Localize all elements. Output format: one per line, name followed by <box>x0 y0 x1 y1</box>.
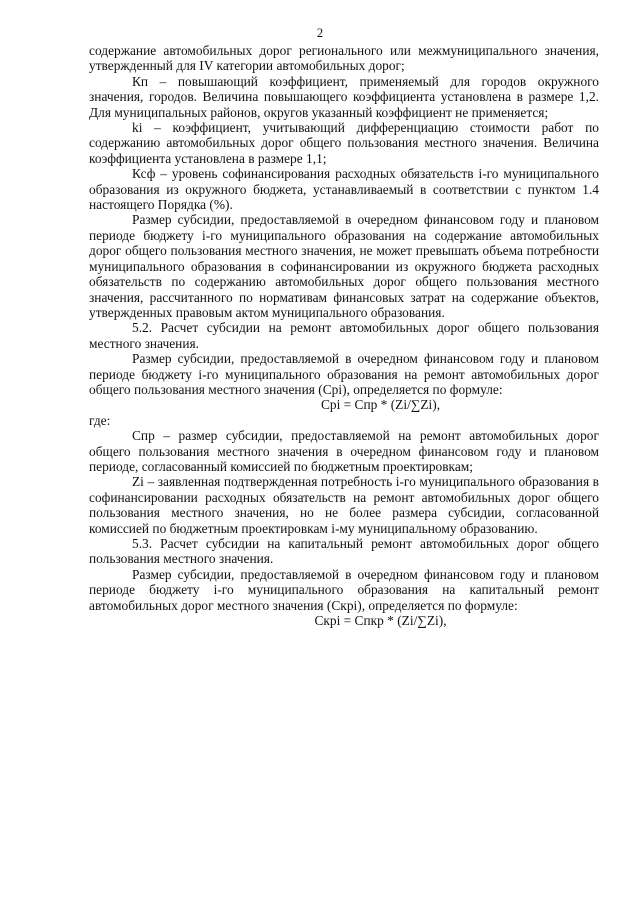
document-body <box>89 43 599 628</box>
paragraph-ki-definition: ki – коэффициент, учитывающий дифференциацию стоимости работ по содержанию автомобильных дорог общего пользования местного значения. Величина коэффициента установлена в размере 1,1; <box>89 120 599 166</box>
formula-capital-repair: Скрi = Спкр * (Zi/∑Zi), <box>314 613 447 629</box>
section-5-3-heading: 5.3. Расчет субсидии на капитальный ремонт автомобильных дорог общего пользования местного значения. <box>89 536 599 567</box>
where-label: где: <box>89 412 111 428</box>
paragraph-repair-subsidy: Размер субсидии, предоставляемой в очередном финансовом году и плановом периоде бюджету i-го муниципального образования на ремонт автомобильных дорог общего пользования местного значения (Срi), определяется по формуле: <box>89 351 599 397</box>
paragraph-spr-definition: Спр – размер субсидии, предоставляемой на ремонт автомобильных дорог общего пользования местного значения в очередном финансовом году и плановом периоде, согласованный комиссией по бюджетным проектировкам; <box>89 428 599 474</box>
paragraph-subsidy-limit: Размер субсидии, предоставляемой в очередном финансовом году и плановом периоде бюджету i-го муниципального образования на содержание автомобильных дорог общего пользования местного значения, не может превышать объема потребности муниципального образования в софинансировании из окружного бюджета расходных обязательств по содержанию автомобильных дорог общего пользования местного значения, рассчитанного по нормативам финансовых затрат на содержание объектов, утвержденных правовым актом муниципального образования. <box>89 212 599 320</box>
paragraph-ksf-definition: Ксф – уровень софинансирования расходных обязательств i-го муниципального образования из окружного бюджета, устанавливаемый в соответствии с пунктом 1.4 настоящего Порядка (%). <box>89 166 599 213</box>
formula-repair: Срi = Спр * (Zi/∑Zi), <box>320 397 441 413</box>
paragraph-kp-definition: Кп – повышающий коэффициент, применяемый для городов окружного значения, городов. Величина повышающего коэффициента установлена в размере 1,2. Для муниципальных районов, округов указанный коэффициент не применяется; <box>89 73 599 120</box>
paragraph-capital-repair-subsidy: Размер субсидии, предоставляемой в очередном финансовом году и плановом периоде бюджету i-го муниципального образования на капитальный ремонт автомобильных дорог местного значения (Скрi), определяется по формуле: <box>89 566 599 613</box>
page-number: 2 <box>316 26 324 40</box>
section-5-2-heading: 5.2. Расчет субсидии на ремонт автомобильных дорог общего пользования местного значения. <box>89 320 599 351</box>
paragraph-zi-definition: Zi – заявленная подтвержденная потребность i-го муниципального образования в софинансировании расходных обязательств на ремонт автомобильных дорог общего пользования местного значения, но не более размера субсидии, согласованной комиссией по бюджетным проектировкам i-му муниципальному образованию. <box>89 474 599 536</box>
paragraph-continuation: содержание автомобильных дорог регионального или межмуниципального значения, утвержденный для IV категории автомобильных дорог; <box>89 43 599 74</box>
